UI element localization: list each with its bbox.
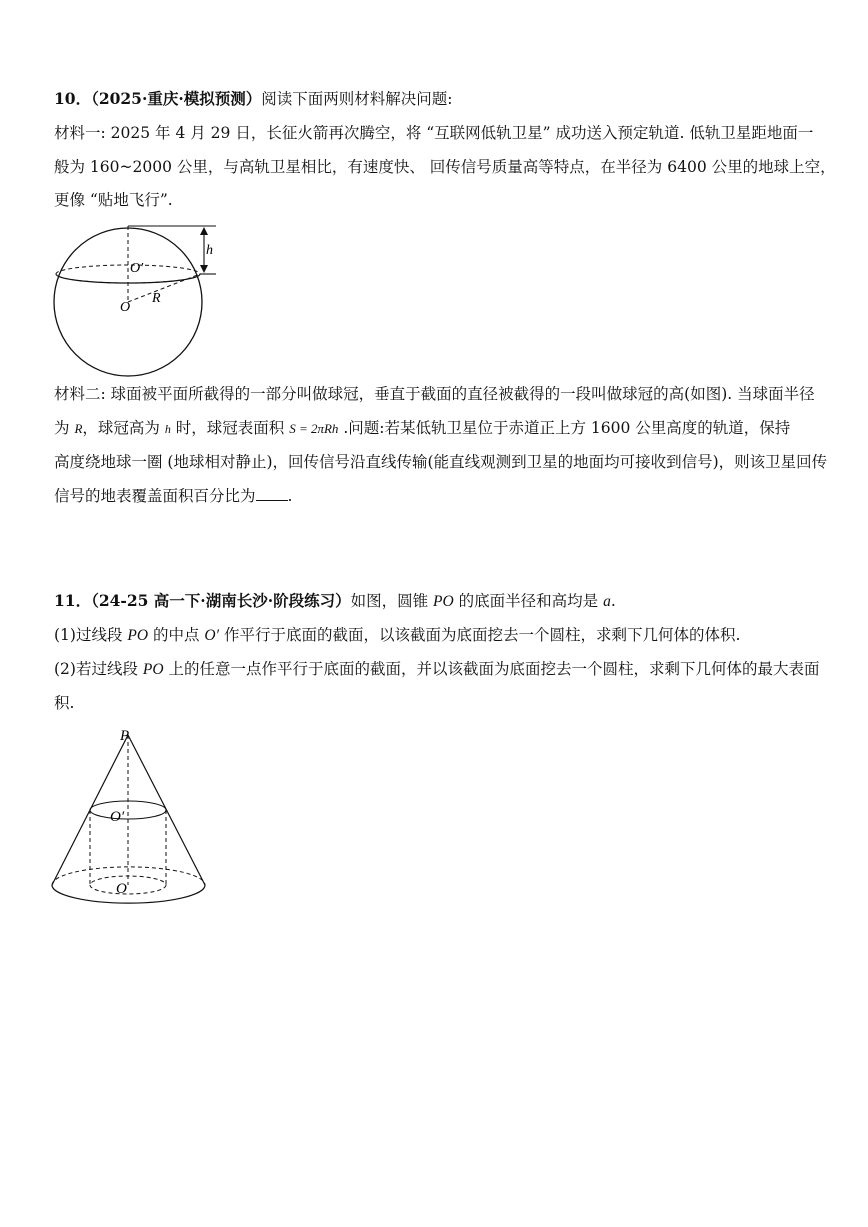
q10-material1-line3: 更像 “贴地飞行”. — [54, 191, 173, 209]
m2-text-final: 信号的地表覆盖面积百分比为 — [54, 487, 256, 505]
m2-text-c: 时，球冠表面积 — [170, 419, 290, 437]
label-O: O — [120, 300, 131, 315]
q10-material2-line4: 信号的地表覆盖面积百分比为 . — [54, 487, 293, 505]
m2-text-d: .问题:若某低轨卫星位于赤道正上方 1600 公里高度的轨道，保持 — [338, 419, 791, 437]
p2-var-PO: PO — [142, 661, 164, 678]
label-o-prime: O′ — [130, 261, 144, 276]
label-R: R — [152, 291, 161, 306]
q10-number: 10． — [54, 89, 92, 108]
q11-source: （24-25 高一下·湖南长沙·阶段练习） — [91, 591, 351, 610]
q11-var-PO: PO — [433, 593, 454, 610]
q11-header: 11．（24-25 高一下·湖南长沙·阶段练习）如图，圆锥 PO 的底面半径和高均是 a. — [54, 591, 616, 610]
p1-text-b: 的中点 — [148, 626, 205, 644]
q10-material1-line1: 材料一: 2025 年 4 月 29 日，长征火箭再次腾空，将 “互联网低轨卫星” 成功送入预定轨道. 低轨卫星距地面一 — [54, 124, 814, 142]
label-P: P — [120, 728, 130, 744]
q10-header — [54, 88, 453, 110]
arrow-down-head — [200, 265, 208, 273]
m2-text-a: 为 — [54, 419, 75, 437]
cylinder-top — [90, 801, 166, 819]
label-O-prime: O′ — [110, 809, 125, 825]
p2-text-b: 上的任意一点作平行于底面的截面，并以该截面为底面挖去一个圆柱，求剩下几何体的最大表面 — [163, 660, 820, 678]
p2-text-a: (2)若过线段 — [54, 660, 143, 678]
q11-part2 — [54, 658, 820, 681]
cone-base-front — [52, 885, 205, 903]
q10-material1-line2: 般为 160~2000 公里，与高轨卫星相比，有速度快、 回传信号质量高等特点，在半径为 6400 公里的地球上空， — [54, 158, 836, 176]
p1-var-O1: O′ — [204, 627, 220, 644]
q11-intro-a: 如图，圆锥 — [350, 592, 434, 610]
q10-material2-line3: 高度绕地球一圈 (地球相对静止)，回传信号沿直线传输(能直线观测到卫星的地面均可接收到信号)，则该卫星回传 — [54, 453, 828, 471]
label-h: h — [206, 243, 213, 258]
arrow-up-head — [200, 227, 208, 235]
m2-var-h: h — [164, 422, 171, 436]
answer-blank[interactable] — [256, 486, 288, 501]
cone-cylinder-figure — [48, 725, 218, 915]
q11-var-a: a — [603, 593, 611, 610]
q11-part2-cont: 积. — [54, 694, 75, 712]
q10-source: （2025·重庆·模拟预测） — [91, 89, 262, 108]
radius-line — [128, 274, 200, 302]
p1-text-c: 作平行于底面的截面，以该截面为底面挖去一个圆柱，求剩下几何体的体积. — [219, 626, 741, 644]
q11-number: 11． — [54, 591, 92, 610]
q10-material2-line1: 材料二: 球面被平面所截得的一部分叫做球冠，垂直于截面的直径被截得的一段叫做球冠的高(如图). 当球面半径 — [54, 385, 815, 403]
p1-var-PO: PO — [127, 627, 149, 644]
m2-var-R: R — [74, 421, 83, 436]
q11-part1 — [54, 624, 740, 647]
q10-intro: 阅读下面两则材料解决问题: — [261, 90, 453, 108]
label-O: O — [116, 881, 127, 897]
q10-material2-line2 — [54, 417, 790, 440]
p1-text-a: (1)过线段 — [54, 626, 128, 644]
q11-intro-b: 的底面半径和高均是 — [453, 592, 604, 610]
m2-text-b: ，球冠高为 — [82, 419, 165, 437]
sphere-cap-figure — [48, 218, 278, 378]
m2-formula: S = 2πRh — [289, 421, 339, 436]
